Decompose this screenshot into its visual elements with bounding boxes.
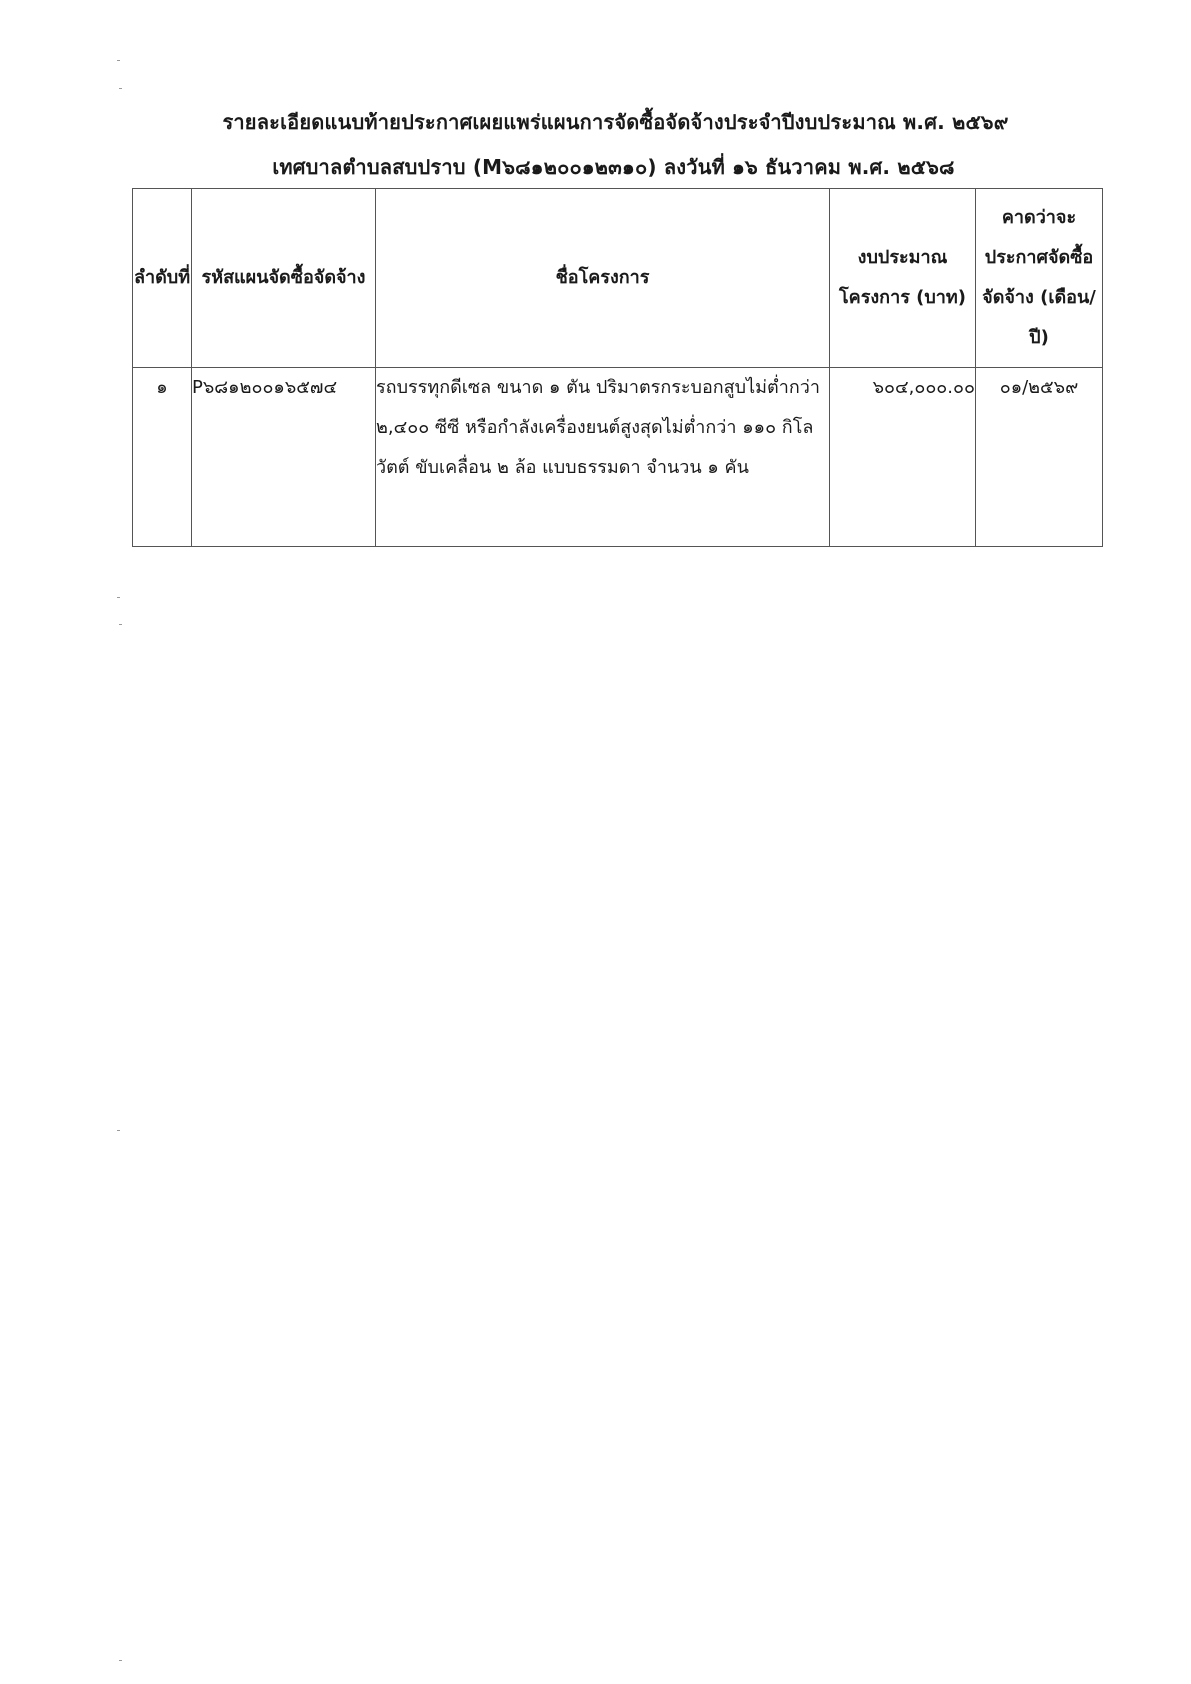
scan-speck	[119, 88, 122, 89]
cell-budget: ๖๐๔,๐๐๐.๐๐	[830, 368, 976, 547]
header-expected-month: คาดว่าจะประกาศจัดซื้อจัดจ้าง (เดือน/ปี)	[976, 189, 1103, 368]
table-row	[133, 368, 1103, 547]
cell-no: ๑	[133, 368, 192, 547]
header-no: ลำดับที่	[133, 189, 192, 368]
document-subtitle: เทศบาลตำบลสบปราบ (M๖๘๑๒๐๐๑๒๓๑๐) ลงวันที่ ๑๖ ธันวาคม พ.ศ. ๒๕๖๘	[272, 155, 955, 179]
document-title: รายละเอียดแนบท้ายประกาศเผยแพร่แผนการจัดซื้อจัดจ้างประจำปีงบประมาณ พ.ศ. ๒๕๖๙	[222, 110, 1009, 134]
table-header-row	[133, 189, 1103, 368]
scan-speck	[119, 1660, 122, 1661]
scan-speck	[119, 624, 122, 625]
scan-speck	[117, 1130, 120, 1131]
header-project-name: ชื่อโครงการ	[376, 189, 830, 368]
cell-project-name: รถบรรทุกดีเซล ขนาด ๑ ตัน ปริมาตรกระบอกสูบไม่ต่ำกว่า ๒,๔๐๐ ซีซี หรือกำลังเครื่องยนต์สูงสุดไม่ต่ำกว่า ๑๑๐ กิโลวัตต์ ขับเคลื่อน ๒ ล้อ แบบธรรมดา จำนวน ๑ คัน	[376, 368, 830, 547]
cell-expected-month: ๐๑/๒๕๖๙	[976, 368, 1103, 547]
scan-speck	[117, 60, 120, 61]
scan-speck	[117, 597, 120, 598]
cell-plan-code: P๖๘๑๒๐๐๑๖๕๗๔	[192, 368, 376, 547]
header-budget: งบประมาณโครงการ (บาท)	[830, 189, 976, 368]
header-plan-code: รหัสแผนจัดซื้อจัดจ้าง	[192, 189, 376, 368]
procurement-plan-table	[132, 188, 1103, 547]
